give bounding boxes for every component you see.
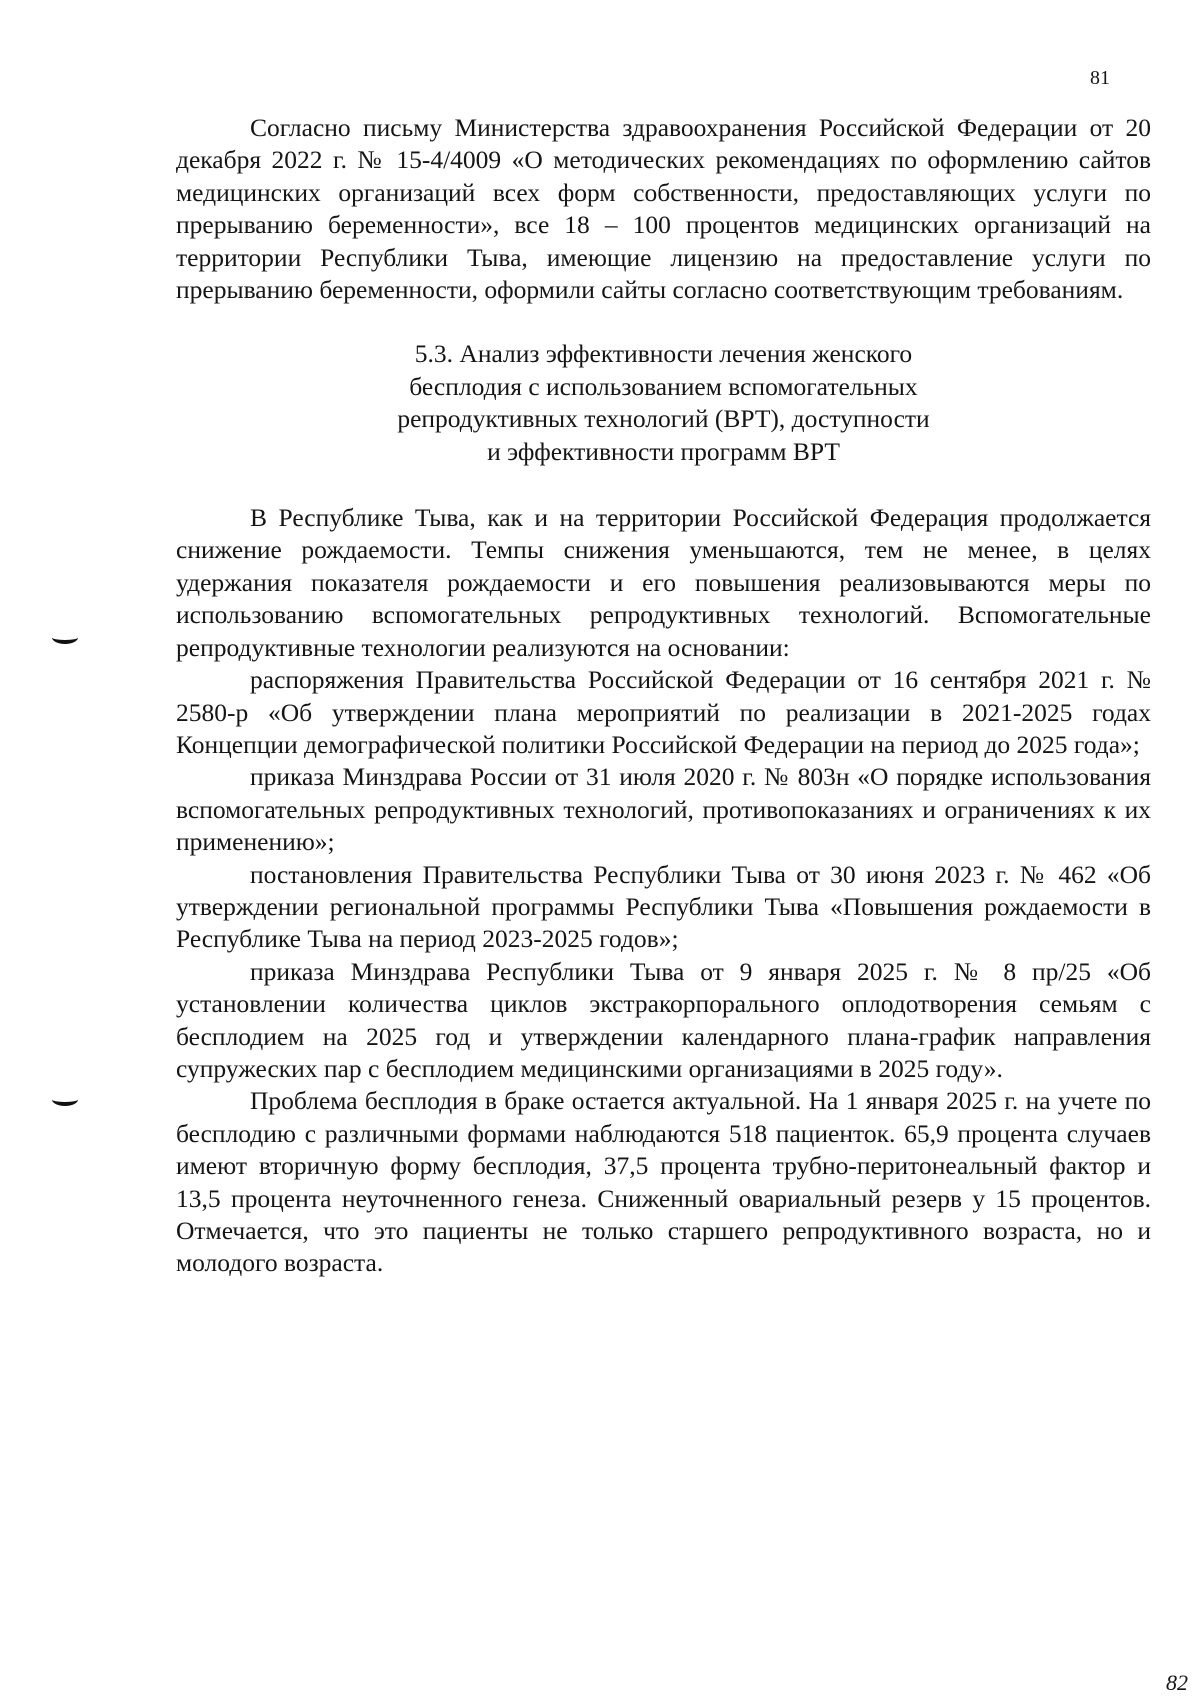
scan-artifact-mark — [52, 1093, 78, 1106]
section-heading-line: бесплодия с использованием вспомогательных — [409, 371, 918, 401]
section-heading-line: и эффективности программ ВРТ — [487, 436, 840, 466]
body-paragraph: постановления Правительства Республики Тыва от 30 июня 2023 г. № 462 «Об утверждении региональной программы Республики Тыва «Повышения рождаемости в Республике Тыва на период 2023-2025 годов»; — [176, 859, 1151, 954]
corner-handwritten-mark: 82 — [1166, 1670, 1188, 1695]
body-paragraph: распоряжения Правительства Российской Федерации от 16 сентября 2021 г. № 2580-р «Об утверждении плана мероприятий по реализации в 2021-2025 годах Концепции демографической политики Российской Федерации на период до 2025 года»; — [176, 665, 1151, 759]
body-paragraph: Проблема бесплодия в браке остается актуальной. На 1 января 2025 г. на учете по бесплодию с различными формами наблюдаются 518 пациенток. 65,9 процента случаев имеют вторичную форму бесплодия, 37,5 процента трубно-перитонеальный фактор и 13,5 процента неуточненного генеза. Сниженный овариальный резерв у 15 процентов. Отмечается, что это пациенты не только старшего репродуктивного возраста, но и молодого возраста. — [176, 1086, 1151, 1278]
section-heading — [354, 338, 974, 468]
body-paragraph: приказа Минздрава Республики Тыва от 9 января 2025 г. № 8 пр/25 «Об установлении количества циклов экстракорпорального оплодотворения семьям с бесплодием на 2025 год и утверждении календарного плана-график направления супружеских пар с бесплодием медицинскими организациями в 2025 году». — [176, 956, 1151, 1083]
document-body — [176, 112, 1151, 1280]
section-heading-line: 5.3. Анализ эффективности лечения женского — [414, 339, 913, 369]
intro-paragraph: Согласно письму Министерства здравоохранения Российской Федерации от 20 декабря 2022 г. № 15-4/4009 «О методических рекомендациях по оформлению сайтов медицинских организаций всех форм собственности, предоставляющих услуги по прерыванию беременности», все 18 – 100 процентов медицинских организаций на территории Республики Тыва, имеющие лицензию на предоставление услуги по прерыванию беременности, оформили сайты согласно соответствующим требованиям. — [176, 113, 1151, 305]
page-number: 81 — [1090, 67, 1110, 89]
body-paragraph: В Республике Тыва, как и на территории Российской Федерация продолжается снижение рождаемости. Темпы снижения уменьшаются, тем не менее, в целях удержания показателя рождаемости и его повышения реализовываются меры по использованию вспомогательных репродуктивных технологий. Вспомогательные репродуктивные технологии реализуются на основании: — [176, 503, 1151, 662]
scan-artifact-mark — [52, 631, 78, 644]
section-heading-line: репродуктивных технологий (ВРТ), доступности — [397, 404, 930, 434]
body-paragraph: приказа Минздрава России от 31 июля 2020 г. № 803н «О порядке использования вспомогательных репродуктивных технологий, противопоказаниях и ограничениях к их применению»; — [176, 762, 1151, 857]
